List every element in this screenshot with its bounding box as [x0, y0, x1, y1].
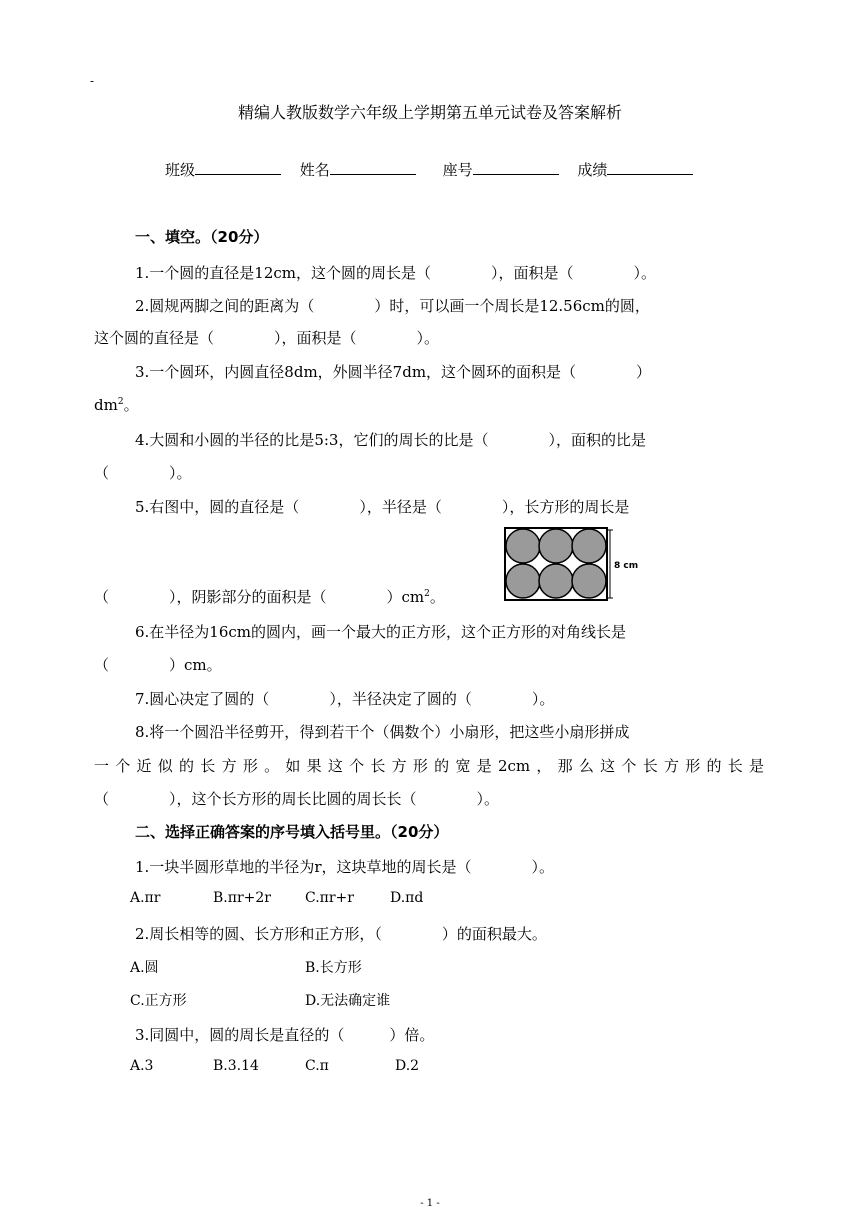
s1-q7: 7.圆心决定了圆的（ ），半径决定了圆的（ ）。 — [135, 690, 555, 708]
page-title: 精编人教版数学六年级上学期第五单元试卷及答案解析 — [237, 103, 622, 122]
s2-q2-option-a: A.圆 — [130, 960, 159, 976]
s2-q3: 3.同圆中，圆的周长是直径的（ ）倍。 — [135, 1026, 435, 1044]
s1-q8-line1: 8.将一个圆沿半径剪开，得到若干个（偶数个）小扇形，把这些小扇形拼成 — [135, 723, 630, 741]
s1-q2-line2: 这个圆的直径是（ ），面积是（ ）。 — [94, 329, 440, 347]
s1-q4-line1: 4.大圆和小圆的半径的比是5:3，它们的周长的比是（ ），面积的比是 — [135, 431, 646, 449]
figure-dimension-label: 8 cm — [614, 561, 639, 571]
figure-circle — [539, 564, 573, 598]
s2-q1-option-c: C.πr+r — [305, 890, 354, 906]
figure-circle — [506, 529, 540, 563]
score-field: 成绩 — [577, 161, 693, 179]
s1-q6-line1: 6.在半径为16cm的圆内，画一个最大的正方形，这个正方形的对角线长是 — [135, 623, 627, 641]
s2-q3-option-b: B.3.14 — [213, 1058, 259, 1074]
section2-heading: 二、选择正确答案的序号填入括号里。（20分） — [135, 823, 449, 841]
s1-q3-line2: $dm^2$。 — [94, 396, 139, 414]
s2-q2-option-b: B.长方形 — [305, 960, 362, 976]
s2-q3-option-a: A.3 — [130, 1058, 154, 1074]
student-info-row — [165, 159, 707, 180]
s2-q1-option-d: D.πd — [390, 890, 424, 906]
s1-q6-line2: （ ）cm。 — [94, 656, 222, 674]
s1-q5-line1: 5.右图中，圆的直径是（ ），半径是（ ），长方形的周长是 — [135, 498, 630, 516]
s2-q2-option-d: D.无法确定谁 — [305, 993, 391, 1009]
figure-circle — [572, 564, 606, 598]
s1-q3-line1: 3.一个圆环，内圆直径8dm，外圆半径7dm，这个圆环的面积是（ ） — [135, 363, 652, 381]
figure-circle — [506, 564, 540, 598]
s2-q1-option-b: B.πr+2r — [213, 890, 271, 906]
s2-q3-option-d: D.2 — [395, 1058, 420, 1074]
circles-in-rectangle-figure — [503, 526, 643, 604]
s1-q5-line2: （ ），阴影部分的面积是（ ）$cm^2$。 — [94, 588, 445, 606]
page-number: - 1 - — [420, 1198, 440, 1209]
name-field: 姓名 — [300, 161, 416, 179]
s1-q8-line2: 一个近似的长方形。如果这个长方形的宽是2cm，那么这个长方形的长是 — [94, 757, 764, 775]
section1-heading: 一、填空。（20分） — [135, 228, 269, 246]
s2-q1: 1.一块半圆形草地的半径为r，这块草地的周长是（ ）。 — [135, 858, 554, 876]
s2-q3-option-c: C.π — [305, 1058, 329, 1074]
s1-q4-line2: （ ）。 — [94, 464, 192, 482]
class-field: 班级 — [165, 161, 281, 179]
s2-q2: 2.周长相等的圆、长方形和正方形，（ ）的面积最大。 — [135, 925, 547, 943]
s1-q8-line3: （ ），这个长方形的周长比圆的周长长（ ）。 — [94, 790, 500, 808]
s1-q2-line1: 2.圆规两脚之间的距离为（ ）时，可以画一个周长是12.56cm的圆， — [135, 297, 650, 315]
s2-q1-option-a: A.πr — [130, 890, 161, 906]
s2-q2-option-c: C.正方形 — [130, 993, 187, 1009]
seat-field: 座号 — [443, 161, 559, 179]
figure-circle — [572, 529, 606, 563]
s1-q1: 1.一个圆的直径是12cm，这个圆的周长是（ ），面积是（ ）。 — [135, 264, 657, 282]
page-dash: - — [90, 74, 95, 88]
figure-circle — [539, 529, 573, 563]
